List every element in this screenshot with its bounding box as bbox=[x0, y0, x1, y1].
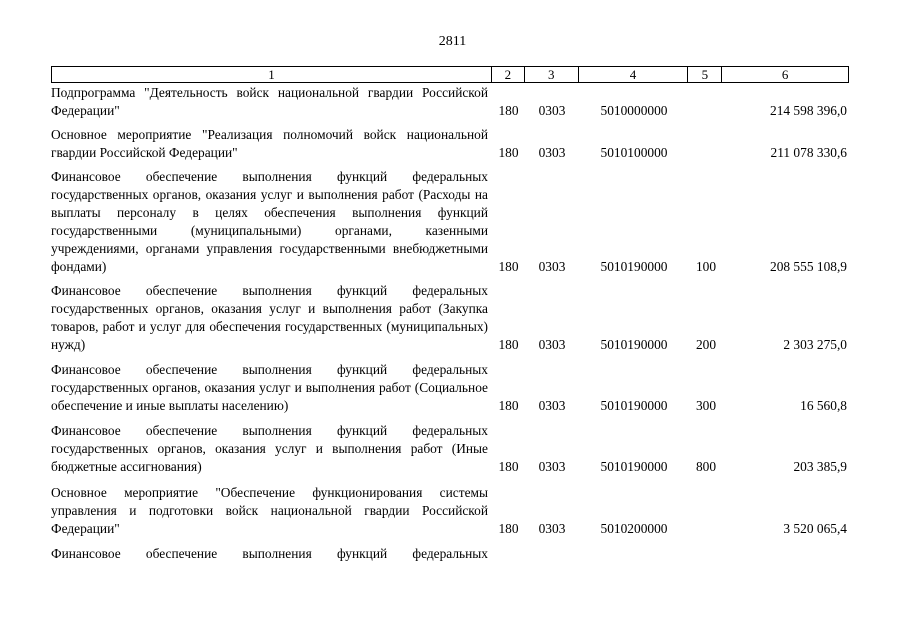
row-description: Финансовое обеспечение выполнения функций федеральных государственных органов, оказания услуг и выполнения работ (Закупка товаров, работ и услуг для обеспечения государственных (муниципальных) нужд) bbox=[51, 283, 488, 352]
row-col-4: 5010190000 bbox=[600, 398, 668, 413]
row-col-4: 5010200000 bbox=[600, 521, 668, 536]
row-col-6: 3 520 065,4 bbox=[783, 521, 847, 536]
header-col-6: 6 bbox=[781, 67, 789, 82]
table-header bbox=[51, 66, 849, 83]
header-col-4: 4 bbox=[579, 67, 689, 82]
table-row bbox=[51, 545, 849, 563]
row-col-3: 0303 bbox=[538, 259, 566, 274]
table-row bbox=[51, 84, 849, 120]
row-description: Подпрограмма "Деятельность войск национальной гвардии Российской Федерации" bbox=[51, 85, 488, 118]
row-col-6: 2 303 275,0 bbox=[783, 337, 847, 352]
row-col-3: 0303 bbox=[538, 459, 566, 474]
row-col-4: 5010190000 bbox=[600, 259, 668, 274]
row-col-2: 180 bbox=[498, 259, 519, 274]
row-col-6: 211 078 330,6 bbox=[770, 145, 847, 160]
row-col-2: 180 bbox=[498, 337, 519, 352]
row-col-4: 5010100000 bbox=[600, 145, 668, 160]
row-col-2: 180 bbox=[498, 521, 519, 536]
row-col-6: 214 598 396,0 bbox=[770, 103, 847, 118]
row-col-6: 16 560,8 bbox=[800, 398, 847, 413]
table-row bbox=[51, 168, 849, 276]
row-description: Основное мероприятие "Реализация полномочий войск национальной гвардии Российской Федерации" bbox=[51, 127, 488, 160]
row-col-4: 5010000000 bbox=[600, 103, 668, 118]
table-row bbox=[51, 126, 849, 162]
row-col-5: 100 bbox=[695, 259, 717, 274]
header-col-1: 1 bbox=[52, 67, 492, 82]
row-col-6: 203 385,9 bbox=[793, 459, 847, 474]
row-col-3: 0303 bbox=[538, 398, 566, 413]
table-row bbox=[51, 361, 849, 415]
row-col-3: 0303 bbox=[538, 337, 566, 352]
row-col-2: 180 bbox=[498, 459, 519, 474]
row-col-3: 0303 bbox=[538, 145, 566, 160]
row-col-3: 0303 bbox=[538, 521, 566, 536]
row-col-4: 5010190000 bbox=[600, 337, 668, 352]
row-col-3: 0303 bbox=[538, 103, 566, 118]
row-col-2: 180 bbox=[498, 145, 519, 160]
table-row bbox=[51, 484, 849, 538]
table-row bbox=[51, 282, 849, 354]
row-col-2: 180 bbox=[498, 103, 519, 118]
row-description: Финансовое обеспечение выполнения функций федеральных государственных органов, оказания услуг и выполнения работ (Расходы на выплаты персоналу в целях обеспечения выполнения функций государственными (муниципальными) органами, казенными учреждениями, органами управления государственными внебюджетными фондами) bbox=[51, 169, 488, 274]
row-col-6: 208 555 108,9 bbox=[770, 259, 847, 274]
row-col-4: 5010190000 bbox=[600, 459, 668, 474]
row-col-5: 200 bbox=[695, 337, 717, 352]
row-description: Финансовое обеспечение выполнения функций федеральных bbox=[51, 546, 488, 561]
table-row bbox=[51, 422, 849, 476]
header-col-3: 3 bbox=[525, 67, 579, 82]
row-description: Финансовое обеспечение выполнения функций федеральных государственных органов, оказания услуг и выполнения работ (Социальное обеспечение и иные выплаты населению) bbox=[51, 362, 488, 413]
row-col-5: 800 bbox=[695, 459, 717, 474]
header-col-2: 2 bbox=[492, 67, 525, 82]
row-description: Основное мероприятие "Обеспечение функционирования системы управления и подготовки войск национальной гвардии Российской Федерации" bbox=[51, 485, 488, 536]
page-number: 2811 bbox=[438, 34, 467, 49]
row-description: Финансовое обеспечение выполнения функций федеральных государственных органов, оказания услуг и выполнения работ (Иные бюджетные ассигнования) bbox=[51, 423, 488, 474]
row-col-5: 300 bbox=[695, 398, 717, 413]
header-col-5: 5 bbox=[688, 67, 722, 82]
row-col-2: 180 bbox=[498, 398, 519, 413]
